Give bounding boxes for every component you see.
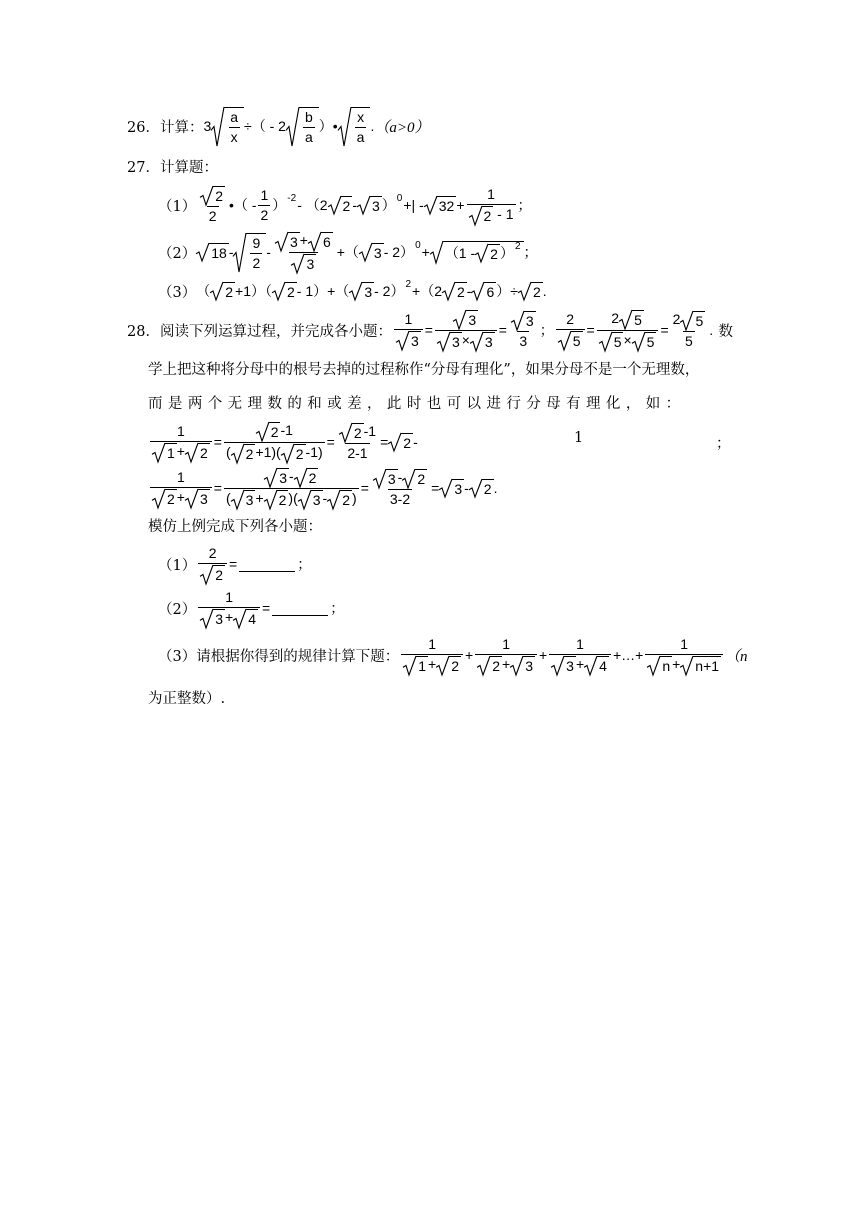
q26-expression: 3 $\frac{a}{x}$ ÷（ - 2 $\frac{b}{a}$ ）• $\frac{x}{a}$ . (203, 108, 375, 145)
radical: $\frac{b}{a}$ (286, 107, 319, 146)
semicolon: ； (716, 436, 731, 452)
q27-1-expression: $\frac{2}{2}$ •（ - $\frac{1}{2}$ ） -2 - （2 2 - 3 ） 0 +| - 32 + 1 2 - 1 ； (196, 186, 531, 225)
question-27-label: 计算题： (159, 159, 218, 176)
sub-3-label: （3） (158, 648, 197, 665)
question-27 (127, 156, 218, 176)
question-27-number: 27． (127, 159, 160, 176)
question-27-part-1 (158, 185, 532, 225)
q28-example-3: 1 2 + 3 = 3 - 2 ( 3 + 2 )( 3 - 2 ) = 3 - 2 3-2 = 3 - 2 . (148, 466, 497, 510)
sub-2-label: （2） (158, 601, 197, 618)
part-label: （3） (158, 284, 197, 301)
answer-blank-2[interactable] (272, 601, 328, 616)
question-26-number: 26． (127, 119, 160, 136)
question-26-label: 计算： (159, 119, 204, 136)
question-28-number: 28． (127, 323, 160, 340)
radical: $\frac{x}{a}$ (338, 107, 371, 146)
question-27-part-3 (158, 280, 547, 302)
sub-3-text: 请根据你得到的规律计算下题： (196, 648, 400, 665)
question-28-intro-text: 阅读下列运算过程，并完成各小题： (159, 323, 392, 340)
question-26-condition: （a>0） (374, 119, 430, 136)
question-28-sub-2: （2） 1 3 + 4 = ； (158, 588, 345, 627)
question-28-sub-1: （1） $\frac{2}{2}$ = ； (158, 544, 312, 583)
part-label: （2） (158, 245, 197, 262)
part-label: （1） (158, 198, 197, 215)
q27-2-expression: 18 - $\frac{9}{2}$ - 3 + 6 3 +（ 3 - 2） 0 + （1 - 2 ） 2 ； (196, 232, 537, 273)
q27-3-expression: （ 2 +1）（ 2 - 1）+（ 3 - 2） 2 +（2 2 - 6 ）÷ 2 . (196, 278, 547, 300)
question-27-part-2 (158, 230, 538, 274)
question-28-imitate: 模仿上例完成下列各小题： (148, 519, 322, 535)
q28-example-1: $\frac{1}{3}$ = 3 3 × 3 = $\frac{3}{3}$ ； $\frac{2}{5}$ = 2 5 5 × 5 = 2 5 5 . (392, 310, 713, 351)
question-28-tail-word: 数 (718, 323, 733, 340)
question-28-line-3: 而 是 两 个 无 理 数 的 和 或 差 ， 此 时 也 可 以 进 行 分 母 有 理 化 ， 如 ： (148, 396, 681, 412)
question-28-line-2: 学上把这种将分母中的根号去掉的过程称作“分母有理化”，如果分母不是一个无理数， (148, 362, 700, 378)
answer-blank-1[interactable] (239, 557, 295, 572)
question-28-sub-3: （3） 请根据你得到的规律计算下题： 1 1 + 2 + 1 2 + 3 + 1 3 + 4 +…+ 1 n + n+1 （n (158, 635, 748, 674)
sub-3-tail: （n (725, 648, 748, 665)
sub-1-label: （1） (158, 557, 197, 574)
q28-example-2: 1 1 + 2 = 2 -1 ( 2 +1)( 2 -1) = 2 -1 2-1 = 2 - 1 ； (148, 420, 730, 464)
radical: $\frac{a}{x}$ (211, 107, 244, 146)
question-28-intro (127, 308, 733, 352)
question-26 (127, 108, 430, 145)
question-28-sub-3-line-2: 为正整数）. (148, 691, 226, 707)
stray-one: 1 (574, 430, 584, 446)
